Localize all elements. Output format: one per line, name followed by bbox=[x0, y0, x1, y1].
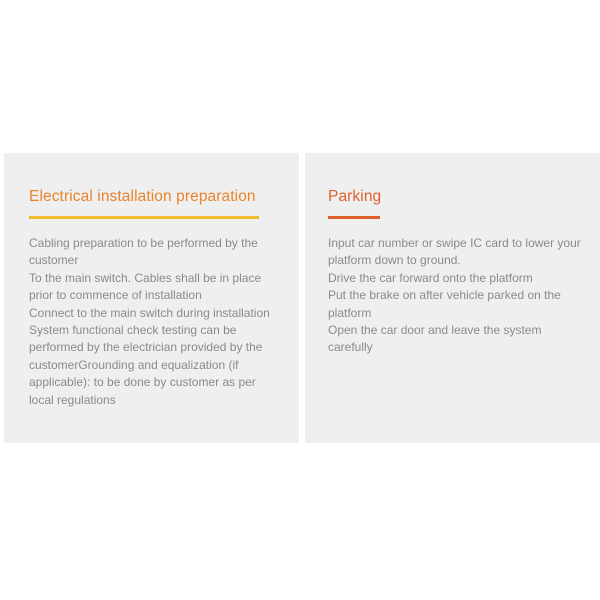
parking-card bbox=[305, 153, 600, 443]
preparation-list bbox=[29, 235, 279, 409]
title-underline bbox=[328, 216, 380, 219]
list-item: System functional check testing can be performed by the electrician provided by the customerGrounding and equalization (if applicable): to be done by customer as per local regulations bbox=[29, 323, 263, 407]
title-underline bbox=[29, 216, 259, 219]
list-item: Open the car door and leave the system carefully bbox=[328, 323, 542, 355]
list-item: Cabling preparation to be performed by the customer bbox=[29, 236, 258, 268]
card-title: Parking bbox=[328, 188, 382, 205]
list-item: Input car number or swipe IC card to lower your platform down to ground. bbox=[328, 236, 581, 268]
list-item: Connect to the main switch during installation bbox=[29, 305, 270, 320]
electrical-installation-card bbox=[4, 153, 299, 443]
list-item: Put the brake on after vehicle parked on the platform bbox=[328, 288, 561, 320]
parking-steps-list bbox=[328, 235, 582, 357]
card-title: Electrical installation preparation bbox=[29, 188, 256, 205]
list-item: Drive the car forward onto the platform bbox=[328, 270, 533, 285]
list-item: To the main switch. Cables shall be in place prior to commence of installation bbox=[29, 270, 262, 303]
